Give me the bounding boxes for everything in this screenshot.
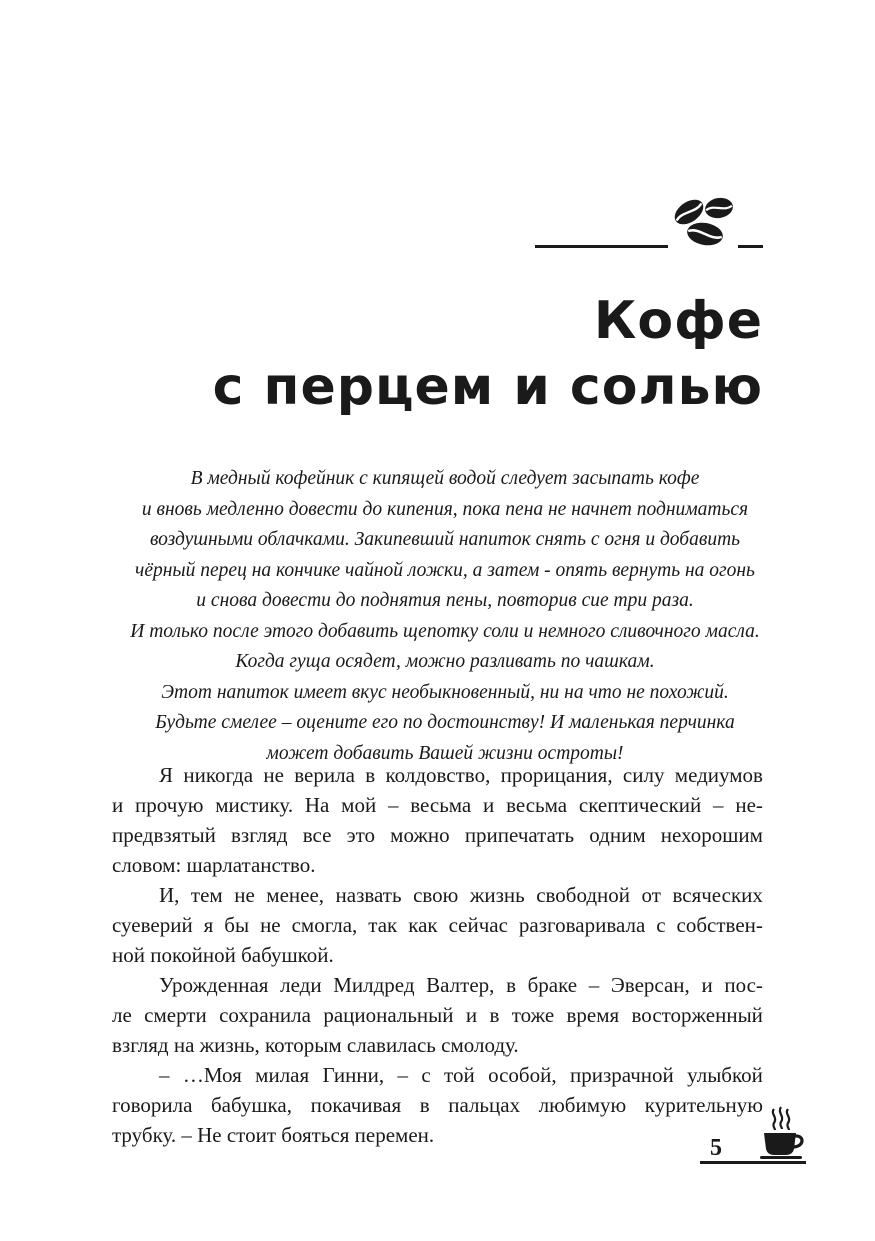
page-number: 5 — [710, 1135, 722, 1161]
epigraph-line: чёрный перец на кончике чайной ложки, а затем - опять вернуть на огонь — [135, 559, 755, 581]
ornament-rule-right — [738, 245, 763, 248]
body-line: и прочую мистику. На мой – весьма и весьма скептический – не- — [112, 793, 763, 817]
epigraph-line: воздушными облачками. Закипевший напиток снять с огня и добавить — [149, 529, 741, 550]
epigraph-line: Будьте смелее – оцените его по достоинству! И маленькая перчинка — [155, 712, 735, 733]
chapter-ornament — [535, 188, 765, 253]
body-line: ле смерти сохранила рациональный и в тоже время восторженный — [112, 1003, 763, 1027]
chapter-title-line-2: с перцем и солью — [212, 357, 763, 417]
epigraph — [95, 464, 795, 769]
body-line: словом: шарлатанство. — [112, 853, 316, 877]
epigraph-line: и снова довести до поднятия пены, повторив сие три раза. — [196, 590, 694, 611]
epigraph-line: Этот напиток имеет вкус необыкновенный, ни на что не похожий. — [161, 681, 729, 703]
epigraph-line: И только после этого добавить щепотку соли и немного сливочного масла. — [130, 620, 760, 642]
epigraph-line: может добавить Вашей жизни остроты! — [266, 742, 624, 764]
body-line: взгляд на жизнь, которым славилась смолоду. — [112, 1033, 519, 1057]
body-line: говорила бабушка, покачивая в пальцах любимую курительную — [112, 1093, 763, 1117]
body-line: Я никогда не верила в колдовство, прорицания, силу медиумов — [159, 763, 763, 787]
chapter-title-line-1: Кофе — [593, 291, 763, 351]
coffee-cup-icon — [758, 1105, 806, 1161]
epigraph-line: Когда гуща осядет, можно разливать по чашкам. — [235, 651, 655, 672]
body-line: И, тем не менее, назвать свою жизнь свободной от всяческих — [159, 883, 763, 907]
body-line: Урожденная леди Милдред Валтер, в браке – Эверсан, и пос- — [159, 973, 763, 997]
body-text — [112, 760, 763, 1150]
coffee-beans-icon — [669, 188, 737, 252]
chapter-title — [213, 288, 763, 420]
page-footer — [700, 1105, 806, 1165]
epigraph-line: В медный кофейник с кипящей водой следует засыпать кофе — [190, 468, 700, 489]
epigraph-line: и вновь медленно довести до кипения, пока пена не начнет подниматься — [141, 498, 749, 520]
body-line: ной покойной бабушкой. — [112, 943, 334, 967]
body-line: – …Моя милая Гинни, – с той особой, призрачной улыбкой — [159, 1063, 763, 1087]
body-line: суеверий я бы не смогла, так как сейчас разговаривала с собствен- — [112, 913, 763, 937]
footer-rule — [700, 1161, 806, 1164]
body-line: трубку. – Не стоит бояться перемен. — [112, 1123, 435, 1147]
body-line: предвзятый взгляд все это можно припечатать одним нехорошим — [112, 823, 763, 847]
ornament-rule-left — [535, 245, 668, 248]
